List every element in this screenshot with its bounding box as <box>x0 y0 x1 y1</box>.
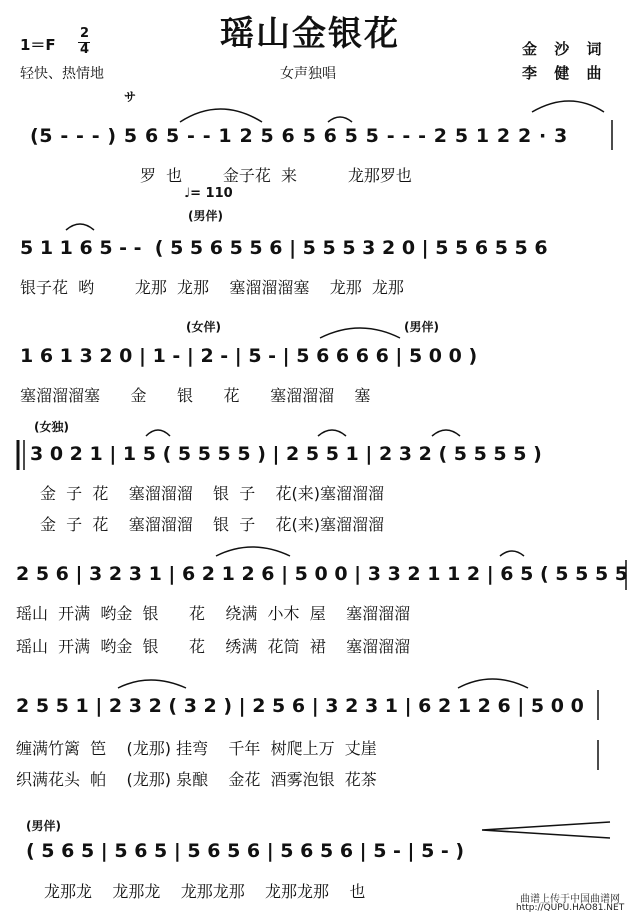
slur <box>180 109 262 122</box>
notation-line-6: 2 5 5 1 | 2 3 2 ( 3 2 ) | 2 5 6 | 3 2 3 1 | 6 2 1 2 6 | 5 0 0 <box>16 695 584 717</box>
performance-note: 女声独唱 <box>280 66 336 82</box>
male-accompaniment-label: (男伴) <box>188 209 223 223</box>
notation-line-4: 3 0 2 1 | 1 5 ( 5 5 5 5 ) | 2 5 5 1 | 2 3 2 ( 5 5 5 5 ) <box>30 443 542 465</box>
tempo-free-mark: サ <box>124 90 137 104</box>
notation-line-3: 1 6 1 3 2 0 | 1 - | 2 - | 5 - | 5 6 6 6 6 | 5 0 0 ) <box>20 345 478 367</box>
slur <box>432 430 460 436</box>
watermark-url: http://QUPU.HAO81.NET <box>516 903 625 913</box>
time-signature-top: 2 <box>80 26 90 41</box>
notation-line-1: (5 - - - ) 5 6 5 - - 1 2 5 6 5 6 5 5 - - - 2 5 1 2 2 · 3 <box>30 125 568 147</box>
lyric-line-1: 罗 也 金子花 来 龙那罗也 <box>140 166 412 185</box>
key-signature: 1＝F <box>20 36 56 54</box>
lyricist-credit: 金 沙 词 <box>522 40 608 58</box>
lyric-line-5-verse-2: 瑶山 开满 哟金 银 花 绣满 花筒 裙 塞溜溜溜 <box>16 637 411 656</box>
slur <box>328 117 352 122</box>
lyric-line-3: 塞溜溜溜塞 金 银 花 塞溜溜溜 塞 <box>20 386 371 405</box>
slur <box>532 101 604 112</box>
slur <box>458 679 528 688</box>
slur <box>146 430 170 436</box>
composer-credit: 李 健 曲 <box>522 64 608 82</box>
slur <box>118 680 186 688</box>
tempo-marking: ♩= 110 <box>184 186 233 201</box>
song-title: 瑶山金银花 <box>220 14 400 54</box>
lyric-line-5-verse-1: 瑶山 开满 哟金 银 花 绕满 小木 屋 塞溜溜溜 <box>16 604 411 623</box>
slur <box>66 224 94 230</box>
watermark-text: 曲谱上传于中国曲谱网 <box>520 894 620 905</box>
lyric-line-7: 龙那龙 龙那龙 龙那龙那 龙那龙那 也 <box>44 882 366 901</box>
slur <box>318 430 346 436</box>
tempo-style: 轻快、热情地 <box>20 66 104 82</box>
decrescendo <box>482 822 610 838</box>
lyric-line-4-verse-1: 金 子 花 塞溜溜溜 银 子 花(来)塞溜溜溜 <box>40 484 385 503</box>
notation-line-2: 5 1 1 6 5 - - ( 5 5 6 5 5 6 | 5 5 5 3 2 0 | 5 5 6 5 5 6 <box>20 237 548 259</box>
lyric-line-6-verse-2: 织满花头 帕 (龙那) 泉酿 金花 酒雾泡银 花茶 <box>16 770 377 789</box>
female-accompaniment-label: (女伴) <box>186 320 221 334</box>
time-signature-bottom: 4 <box>80 42 90 57</box>
slur <box>216 547 290 556</box>
lyric-line-2: 银子花 哟 龙那 龙那 塞溜溜溜塞 龙那 龙那 <box>20 278 404 297</box>
slur <box>320 328 400 338</box>
notation-line-7: ( 5 6 5 | 5 6 5 | 5 6 5 6 | 5 6 5 6 | 5 - | 5 - ) <box>26 840 465 862</box>
male-accompaniment-label-2: (男伴) <box>404 320 439 334</box>
lyric-line-4-verse-2: 金 子 花 塞溜溜溜 银 子 花(来)塞溜溜溜 <box>40 515 385 534</box>
lyric-line-6-verse-1: 缠满竹篱 笆 (龙那) 挂弯 千年 树爬上万 丈崖 <box>16 739 377 758</box>
male-accompaniment-label-3: (男伴) <box>26 819 61 833</box>
slur <box>500 551 524 556</box>
female-solo-label: (女独) <box>34 420 69 434</box>
notation-line-5: 2 5 6 | 3 2 3 1 | 6 2 1 2 6 | 5 0 0 | 3 3 2 1 1 2 | 6 5 ( 5 5 5 5 <box>16 563 628 585</box>
